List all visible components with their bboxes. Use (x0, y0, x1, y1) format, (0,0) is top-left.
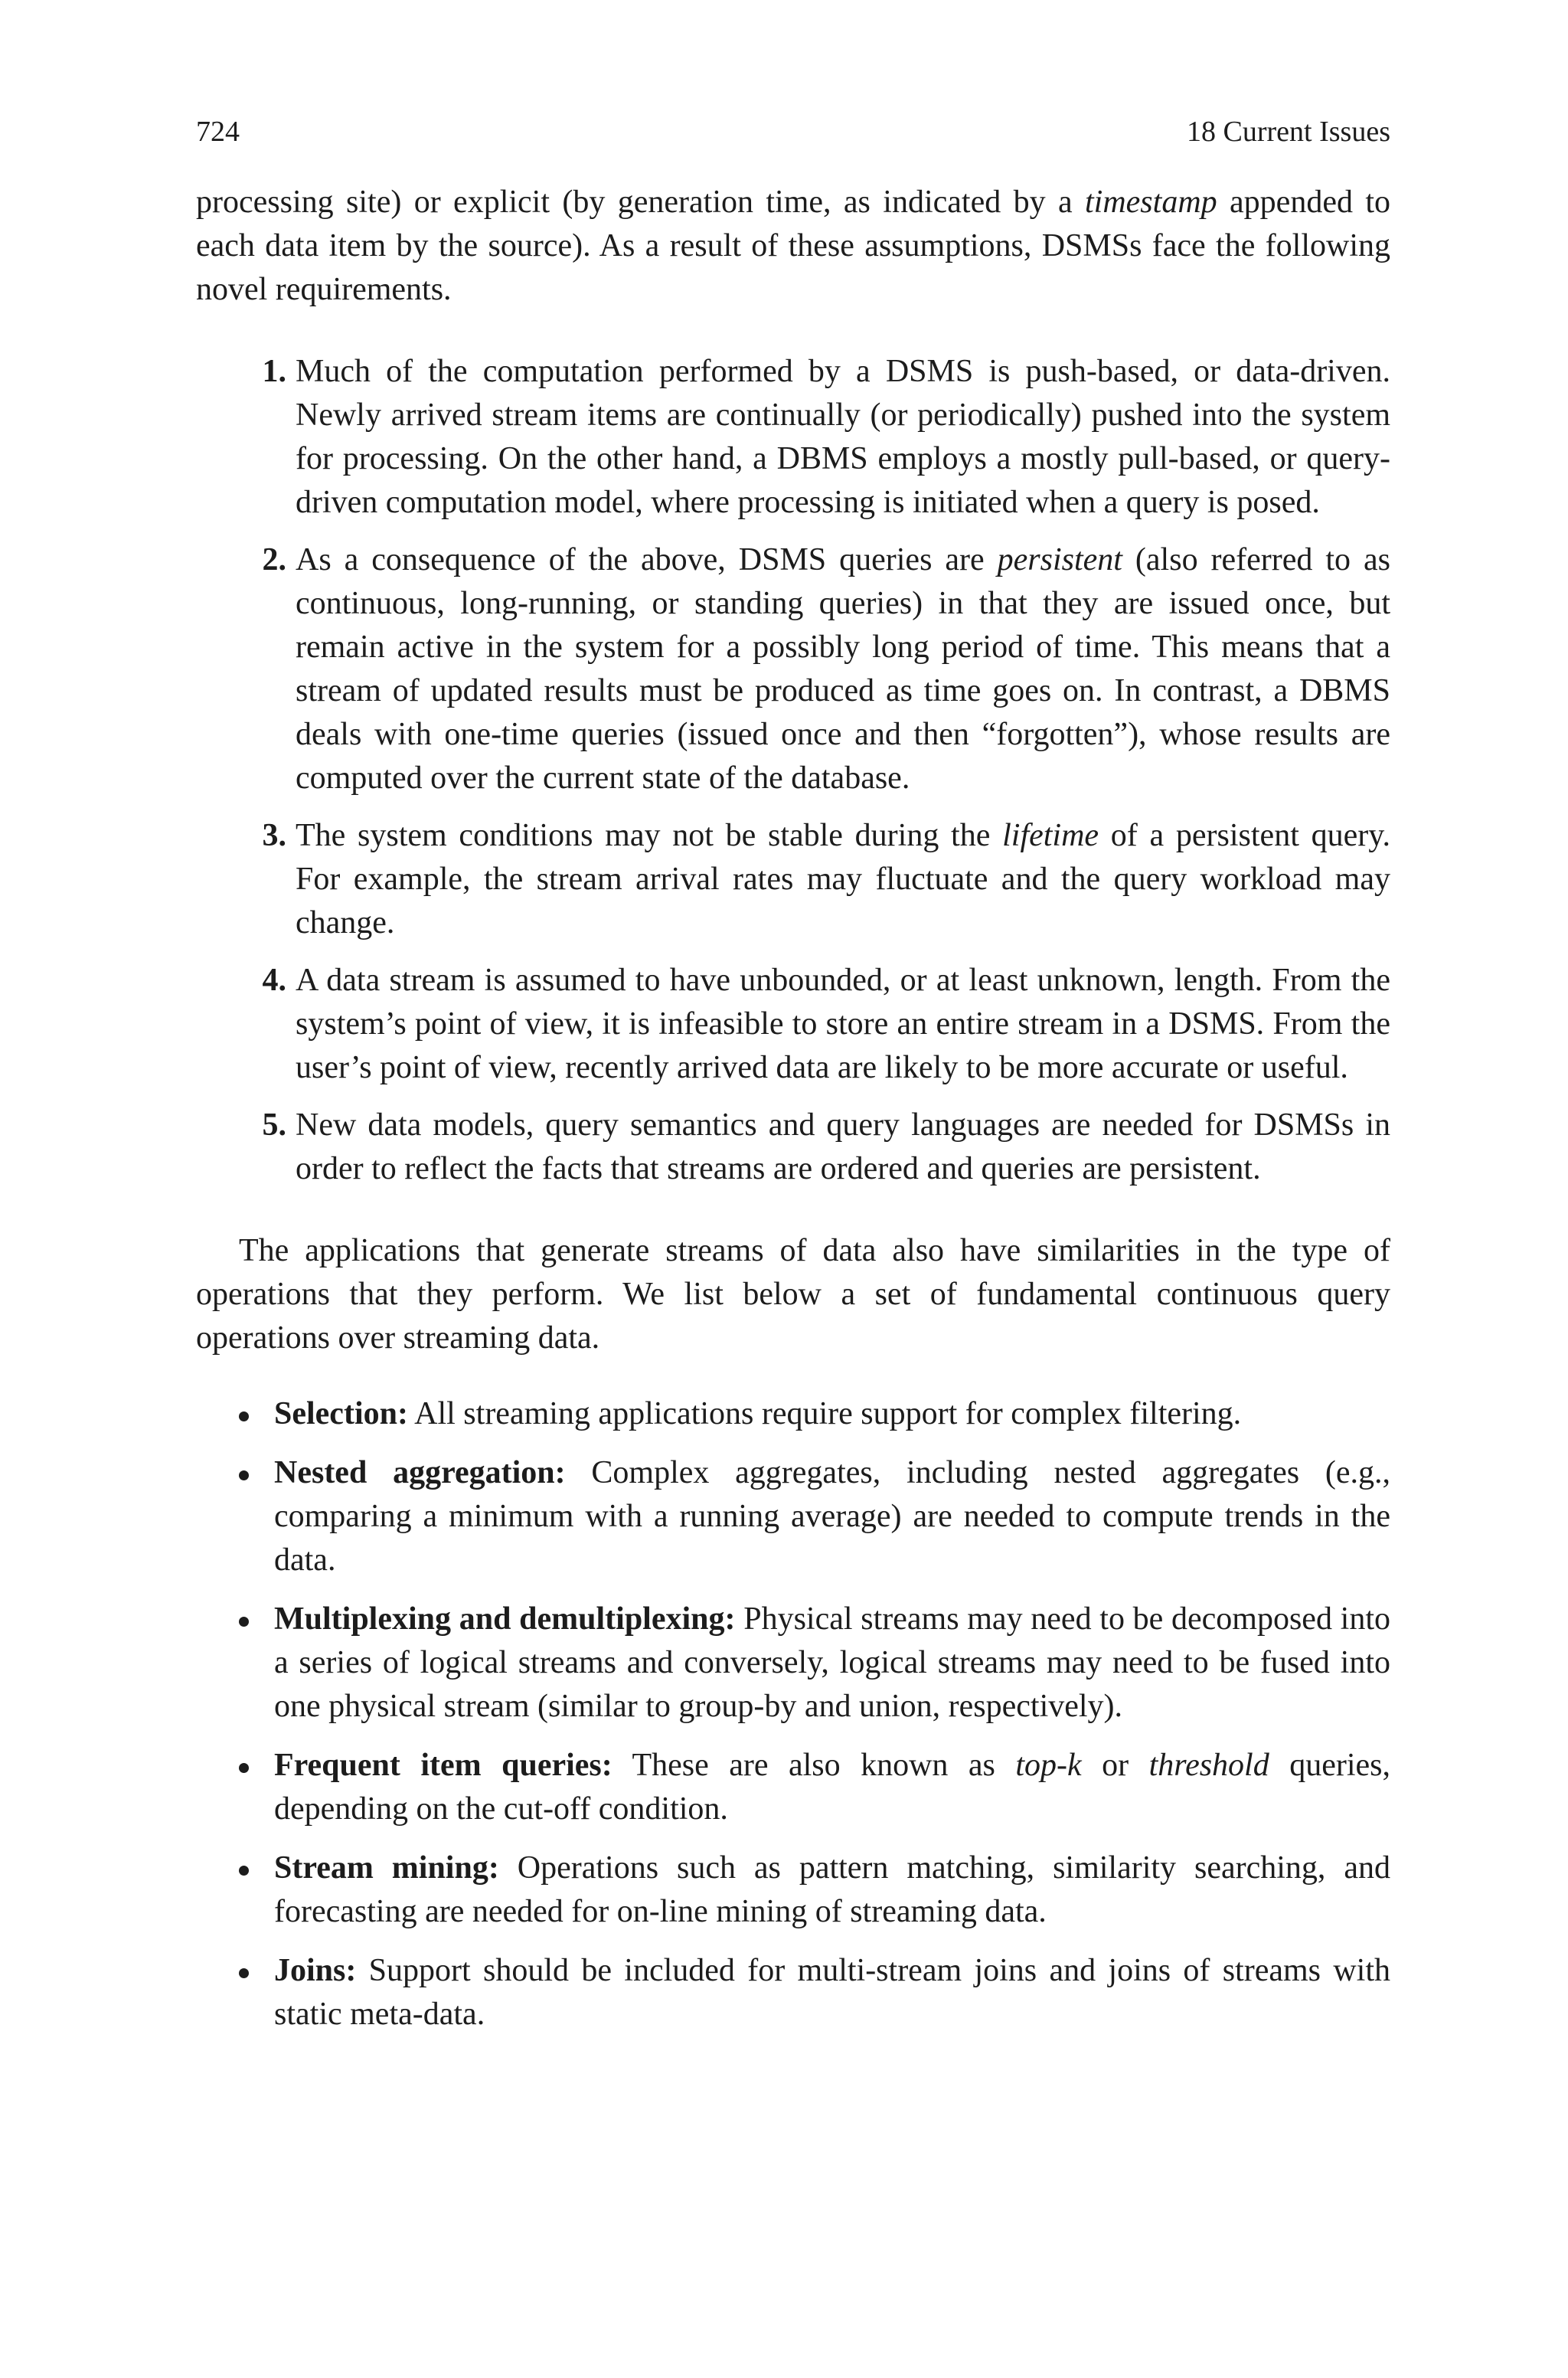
operation-item: Multiplexing and demultiplexing: Physical streams may need to be decomposed into a series of logical streams and conversely, logical streams may need to be fused into one physical stream (similar to group-by and union, respectively). (196, 1598, 1390, 1729)
bullet-icon (239, 1617, 249, 1627)
bullet-icon (239, 1968, 249, 1978)
requirement-item (196, 1104, 1390, 1191)
operation-item: Nested aggregation: Complex aggregates, including nested aggregates (e.g., comparing a minimum with a running average) are needed to compute trends in the data. (196, 1451, 1390, 1582)
operations-list (196, 1392, 1390, 2036)
bullet-icon (239, 1470, 249, 1480)
requirement-item (196, 814, 1390, 945)
page-number: 724 (196, 116, 240, 148)
intro-paragraph: processing site) or explicit (by generation time, as indicated by a timestamp appended to each data item by the source). As a result of these assumptions, DSMSs face the following novel requirements. (196, 185, 1391, 307)
item-number: 5. (262, 1107, 286, 1143)
term-timestamp: timestamp (1085, 185, 1217, 220)
item-text: As a consequence of the above, DSMS queries are persistent (also referred to as continuous, long-running, or standing queries) in that they are issued once, but remain active in the system for a possibly long period of time. This means that a stream of updated results must be produced as time goes on. In contrast, a DBMS deals with one-time queries (issued once and then “forgotten”), whose results are computed over the current state of the database. (296, 542, 1390, 796)
item-text: The system conditions may not be stable during the lifetime of a persistent query. For example, the stream arrival rates may fluctuate and the query workload may change. (296, 818, 1391, 940)
item-text: New data models, query semantics and query languages are needed for DSMSs in order to reflect the facts that streams are ordered and queries are persistent. (296, 1107, 1390, 1186)
chapter-title: 18 Current Issues (1187, 116, 1390, 148)
operation-term: Selection: (274, 1396, 408, 1431)
requirements-list (196, 350, 1390, 1191)
requirement-item (196, 538, 1390, 800)
operation-term: Frequent item queries: (274, 1748, 612, 1783)
operation-item: Frequent item queries: These are also known as top-k or threshold queries, depending on the cut-off condition. (196, 1744, 1390, 1831)
running-head (196, 115, 1390, 149)
item-number: 3. (262, 818, 286, 853)
operation-item: Joins: Support should be included for multi-stream joins and joins of streams with static meta-data. (196, 1949, 1390, 2036)
requirement-item (196, 350, 1390, 525)
book-page (196, 115, 1390, 2052)
item-text: Much of the computation performed by a DSMS is push-based, or data-driven. Newly arrived stream items are continually (or periodically) pushed into the system for processing. On the other hand, a DBMS employs a mostly pull-based, or query-driven computation model, where processing is initiated when a query is posed. (296, 354, 1390, 520)
operations-intro: The applications that generate streams of data also have similarities in the type of operations that they perform. We list below a set of fundamental continuous query operations over streaming data. (196, 1233, 1390, 1356)
operation-term: Multiplexing and demultiplexing: (274, 1601, 736, 1637)
operation-term: Joins: (274, 1953, 357, 1988)
bullet-icon (239, 1411, 249, 1421)
bullet-icon (239, 1763, 249, 1773)
operation-item: Stream mining: Operations such as pattern matching, similarity searching, and forecasting are needed for on-line mining of streaming data. (196, 1846, 1390, 1934)
item-text: A data stream is assumed to have unbounded, or at least unknown, length. From the system’s point of view, it is infeasible to store an entire stream in a DSMS. From the user’s point of view, recently arrived data are likely to be more accurate or useful. (296, 963, 1390, 1085)
operation-term: Nested aggregation: (274, 1455, 566, 1490)
item-number: 2. (262, 542, 286, 577)
bullet-icon (239, 1866, 249, 1876)
operation-term: Stream mining: (274, 1850, 499, 1886)
item-number: 1. (262, 354, 286, 389)
operation-item: Selection: All streaming applications require support for complex filtering. (196, 1392, 1390, 1436)
item-number: 4. (262, 963, 286, 998)
requirement-item (196, 959, 1390, 1090)
